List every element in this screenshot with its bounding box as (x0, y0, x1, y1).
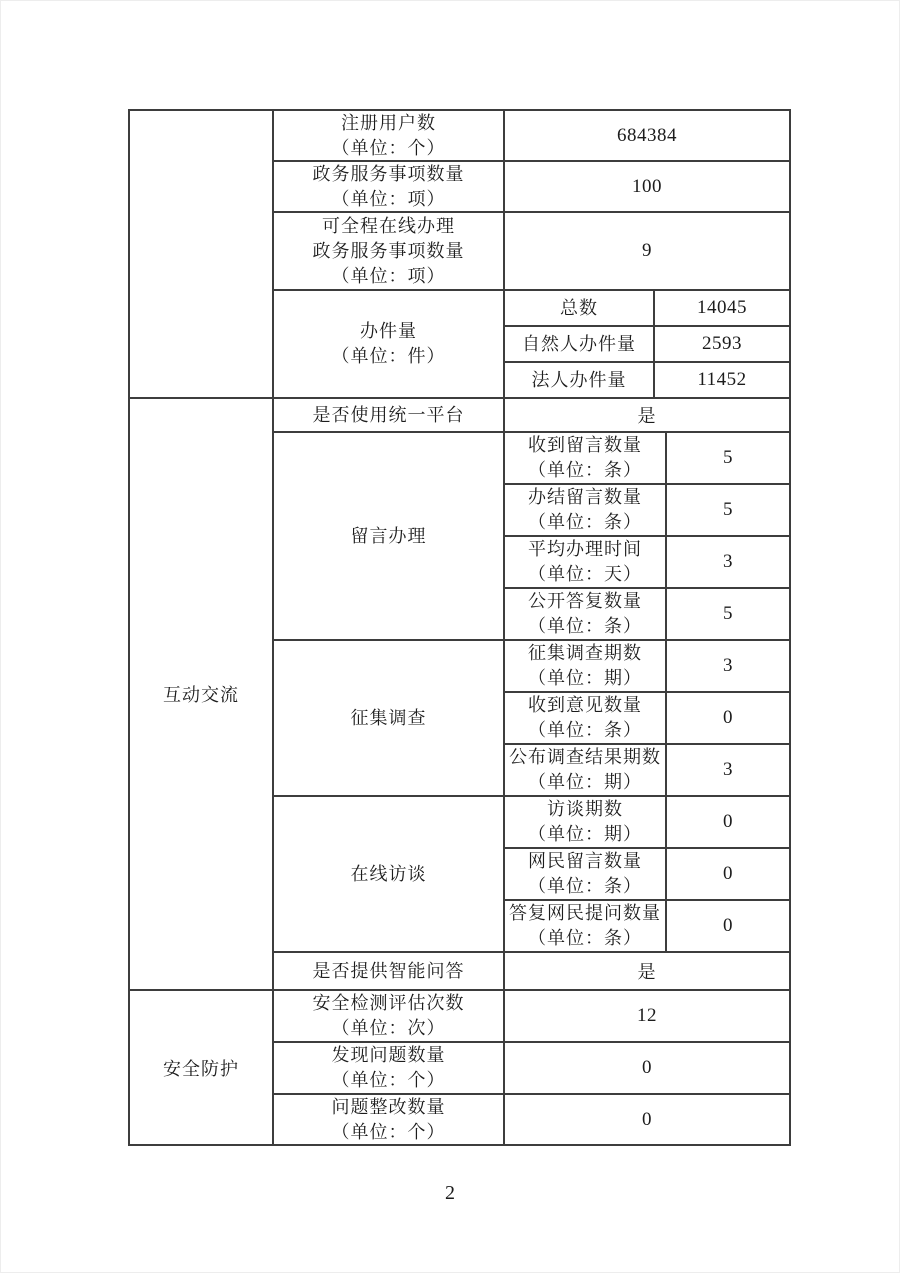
case-natural-label: 自然人办件量 (522, 333, 636, 354)
smart-qa-label: 是否提供智能问答 (312, 960, 465, 981)
survey-periods-value: 3 (723, 655, 733, 676)
case-total-value-cell (655, 291, 791, 327)
case-volume-unit: （单位：件） (331, 346, 446, 366)
interview-periods-label-cell (505, 797, 667, 849)
case-natural-label-cell (505, 327, 655, 363)
message-handling-label: 留言办理 (350, 525, 427, 546)
msg-replies-label: 公开答复数量 (528, 591, 642, 611)
problems-fixed-label: 问题整改数量 (331, 1096, 446, 1117)
section-label-security: 安全防护 (163, 1058, 239, 1079)
smart-qa-label-cell (274, 953, 505, 991)
interview-label-cell (274, 797, 505, 953)
unified-platform-value: 是 (637, 406, 657, 426)
case-natural-value-cell (655, 327, 791, 363)
msg-avgtime-value-cell (667, 537, 791, 589)
case-total-label: 总数 (560, 297, 598, 318)
interview-replies-label-cell (505, 901, 667, 953)
msg-completed-label: 办结留言数量 (528, 487, 642, 507)
message-handling-label-cell (274, 433, 505, 641)
page-number: 2 (445, 1182, 455, 1204)
interview-messages-label-cell (505, 849, 667, 901)
case-total-value: 14045 (697, 297, 747, 318)
interview-periods-value: 0 (723, 811, 733, 832)
msg-completed-value: 5 (723, 499, 733, 520)
service-items-unit: （单位：项） (331, 188, 446, 209)
registered-users-value: 684384 (617, 124, 677, 146)
survey-results-value-cell (667, 745, 791, 797)
survey-opinions-unit: （单位：条） (528, 720, 642, 740)
security-checks-value-cell (505, 991, 791, 1043)
msg-received-label-cell (505, 433, 667, 485)
msg-replies-label-cell (505, 589, 667, 641)
problems-found-label-cell (274, 1043, 505, 1095)
problems-fixed-unit: （单位：个） (331, 1121, 446, 1142)
section-cell-interaction (130, 399, 274, 991)
survey-periods-label: 征集调查期数 (528, 643, 642, 663)
full-online-items-line2: 政务服务事项数量 (312, 240, 465, 261)
msg-received-value: 5 (723, 447, 733, 468)
survey-opinions-value: 0 (723, 707, 733, 728)
service-items-label: 政务服务事项数量 (312, 163, 465, 184)
case-natural-value: 2593 (702, 333, 742, 354)
registered-users-unit: （单位：个） (331, 137, 446, 158)
interview-replies-label: 答复网民提问数量 (509, 903, 661, 923)
security-checks-label: 安全检测评估次数 (312, 993, 465, 1013)
full-online-items-line1: 可全程在线办理 (322, 215, 455, 236)
survey-periods-value-cell (667, 641, 791, 693)
interview-periods-value-cell (667, 797, 791, 849)
msg-replies-value-cell (667, 589, 791, 641)
msg-completed-value-cell (667, 485, 791, 537)
registered-users-label-cell (274, 111, 505, 162)
registered-users-label: 注册用户数 (341, 112, 436, 133)
survey-opinions-label: 收到意见数量 (528, 695, 642, 715)
interview-replies-value: 0 (723, 915, 733, 936)
survey-results-label: 公布调查结果期数 (509, 747, 661, 767)
case-volume-label: 办件量 (360, 321, 417, 341)
msg-avgtime-label-cell (505, 537, 667, 589)
interview-messages-value: 0 (723, 863, 733, 884)
interview-label: 在线访谈 (350, 863, 427, 884)
msg-completed-label-cell (505, 485, 667, 537)
security-checks-value: 12 (637, 1005, 657, 1026)
interview-periods-unit: （单位：期） (528, 824, 642, 844)
section-label-interaction: 互动交流 (163, 685, 239, 705)
survey-periods-label-cell (505, 641, 667, 693)
survey-results-value: 3 (723, 759, 733, 780)
report-table (128, 109, 791, 1146)
survey-label: 征集调查 (350, 707, 427, 728)
problems-fixed-value-cell (505, 1095, 791, 1146)
unified-platform-label: 是否使用统一平台 (312, 404, 465, 425)
survey-label-cell (274, 641, 505, 797)
msg-avgtime-unit: （单位：天） (528, 564, 642, 584)
interview-replies-value-cell (667, 901, 791, 953)
survey-opinions-label-cell (505, 693, 667, 745)
section-cell-blank (130, 111, 274, 399)
problems-fixed-value: 0 (642, 1108, 652, 1130)
msg-replies-unit: （单位：条） (528, 616, 642, 636)
case-legal-label-cell (505, 363, 655, 399)
registered-users-value-cell (505, 111, 791, 162)
msg-avgtime-label: 平均办理时间 (528, 539, 642, 559)
msg-avgtime-value: 3 (723, 551, 733, 572)
full-online-items-unit: （单位：项） (331, 265, 446, 286)
survey-results-unit: （单位：期） (528, 772, 642, 792)
interview-messages-label: 网民留言数量 (528, 851, 642, 871)
interview-messages-value-cell (667, 849, 791, 901)
interview-replies-unit: （单位：条） (528, 928, 642, 948)
problems-fixed-label-cell (274, 1095, 505, 1146)
case-volume-label-cell (274, 291, 505, 399)
survey-results-label-cell (505, 745, 667, 797)
section-cell-security (130, 991, 274, 1146)
unified-platform-label-cell (274, 399, 505, 433)
survey-opinions-value-cell (667, 693, 791, 745)
service-items-value-cell (505, 162, 791, 213)
case-legal-label: 法人办件量 (531, 369, 627, 390)
full-online-items-label-cell (274, 213, 505, 291)
case-legal-value-cell (655, 363, 791, 399)
service-items-value: 100 (632, 175, 662, 197)
smart-qa-value-cell (505, 953, 791, 991)
interview-messages-unit: （单位：条） (528, 876, 642, 896)
msg-completed-unit: （单位：条） (528, 512, 642, 532)
security-checks-unit: （单位：次） (331, 1018, 446, 1038)
msg-received-value-cell (667, 433, 791, 485)
problems-found-value-cell (505, 1043, 791, 1095)
problems-found-unit: （单位：个） (331, 1070, 446, 1090)
msg-replies-value: 5 (723, 603, 733, 624)
problems-found-label: 发现问题数量 (331, 1045, 446, 1065)
msg-received-label: 收到留言数量 (528, 435, 642, 455)
case-legal-value: 11452 (697, 369, 747, 390)
smart-qa-value: 是 (637, 962, 657, 982)
full-online-items-value-cell (505, 213, 791, 291)
msg-received-unit: （单位：条） (528, 460, 642, 480)
survey-periods-unit: （单位：期） (528, 668, 642, 688)
unified-platform-value-cell (505, 399, 791, 433)
case-total-label-cell (505, 291, 655, 327)
interview-periods-label: 访谈期数 (547, 799, 623, 819)
service-items-label-cell (274, 162, 505, 213)
full-online-items-value: 9 (642, 240, 652, 261)
problems-found-value: 0 (642, 1057, 652, 1078)
security-checks-label-cell (274, 991, 505, 1043)
